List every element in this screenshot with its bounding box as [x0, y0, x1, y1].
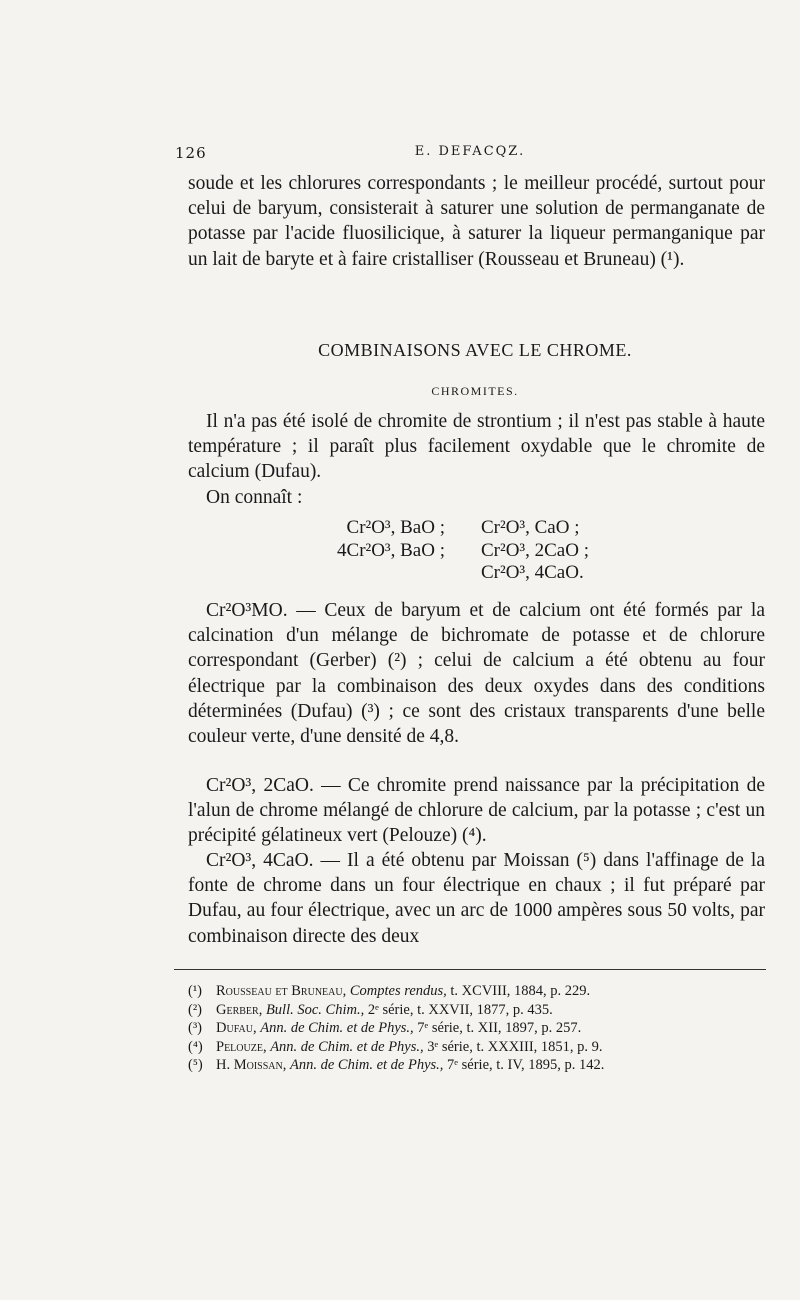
- footnote-ref: 2ᵉ série, t. XXVII, 1877, p. 435.: [364, 1001, 553, 1018]
- footnote: [188, 982, 765, 1001]
- section-title: COMBINAISONS AVEC LE CHROME.: [318, 340, 632, 360]
- footnote-author: Dufau,: [216, 1020, 257, 1036]
- formula-right: Cr²O³, 2CaO ;: [481, 539, 589, 561]
- running-head-author: E. DEFACQZ.: [414, 144, 526, 159]
- paragraph-text: — Il a été obtenu par Moissan (⁵) dans l'affinage de la fonte de chrome dans un four électrique en chaux ; il fut préparé par Dufau, au four électrique, avec un arc de 1000 ampères sous 50 volts, par combinaison directe des deux: [188, 850, 765, 947]
- running-header: [175, 144, 765, 166]
- paragraph-intro: [188, 171, 765, 272]
- paragraph-on-connait: On connaît :: [206, 486, 303, 508]
- footnote-mark: (³): [188, 1020, 203, 1036]
- formula-row: [188, 562, 765, 585]
- paragraph-2cao: [188, 773, 765, 849]
- footnote-journal: Comptes rendus,: [349, 983, 447, 999]
- footnote-author: Pelouze,: [216, 1038, 267, 1055]
- footnote-ref: 7ᵉ série, t. XII, 1897, p. 257.: [413, 1020, 582, 1036]
- formula-right: Cr²O³, CaO ;: [481, 517, 580, 538]
- footnote-mark: (¹): [188, 983, 203, 999]
- footnote-ref: t. XCVIII, 1884, p. 229.: [446, 983, 591, 999]
- footnote-mark: (²): [188, 1001, 203, 1018]
- footnote-journal: Ann. de Chim. et de Phys.,: [289, 1057, 444, 1073]
- footnote-journal: Bull. Soc. Chim.,: [265, 1001, 365, 1018]
- footnote-journal: Ann. de Chim. et de Phys.,: [270, 1038, 424, 1055]
- footnote-author: Gerber,: [216, 1001, 263, 1018]
- formula-row: [188, 517, 765, 540]
- paragraph-4cao: [188, 848, 765, 949]
- footnote: [188, 1038, 765, 1057]
- footnote-divider: [174, 969, 766, 970]
- footnote-ref: 3ᵉ série, t. XXXIII, 1851, p. 9.: [423, 1038, 603, 1055]
- footnote-mark: (⁵): [188, 1057, 203, 1073]
- paragraph-cr2o3mo: [188, 598, 765, 749]
- footnote: [188, 1019, 765, 1038]
- paragraph-strontium: [188, 409, 765, 510]
- footnote-author: H. Moissan,: [216, 1057, 287, 1073]
- paragraph-text: — Ce chromite prend naissance par la précipitation de l'alun de chrome mélangé de chlorure de calcium, par la potasse ; c'est un précipité gélatineux vert (Pelouze) (⁴).: [188, 775, 765, 847]
- footnote-journal: Ann. de Chim. et de Phys.,: [260, 1020, 414, 1036]
- page-number: 126: [175, 144, 207, 162]
- formula-list: [188, 517, 765, 585]
- paragraph-lead-formula: Cr²O³MO.: [206, 600, 288, 621]
- footnotes: [188, 982, 765, 1075]
- paragraph-lead-formula: Cr²O³, 2CaO.: [206, 775, 314, 796]
- footnote: [188, 1056, 765, 1075]
- formula-left: 4Cr²O³, BaO ;: [337, 539, 445, 561]
- formula-right: Cr²O³, 4CaO.: [481, 562, 584, 583]
- subsection-title: CHROMITES.: [431, 384, 519, 398]
- footnote-mark: (⁴): [188, 1038, 203, 1055]
- formula-left: Cr²O³, BaO ;: [346, 517, 445, 538]
- footnote-author: Rousseau et Bruneau,: [216, 983, 347, 999]
- footnote: [188, 1001, 765, 1020]
- paragraph-text: Il n'a pas été isolé de chromite de strontium ; il n'est pas stable à haute température ; il paraît plus facilement oxydable que le chromite de calcium (Dufau).: [188, 411, 765, 483]
- formula-row: [188, 540, 765, 563]
- paragraph-lead-formula: Cr²O³, 4CaO.: [206, 850, 314, 871]
- paragraph-text: soude et les chlorures correspondants ; le meilleur procédé, surtout pour celui de baryum, consisterait à saturer une solution de permanganate de potasse par l'acide fluosilicique, à saturer la liqueur permanganique par un lait de baryte et à faire cristalliser (Rousseau et Bruneau) (¹).: [188, 173, 765, 270]
- paragraph-text: — Ceux de baryum et de calcium ont été formés par la calcination d'un mélange de bichromate de potasse et de chlorure correspondant (Gerber) (²) ; celui de calcium a été obtenu au four électrique par la combinaison des deux oxydes dans des conditions déterminées (Dufau) (³) ; ce sont des cristaux transparents d'une belle couleur verte, d'une densité de 4,8.: [188, 600, 765, 748]
- footnote-ref: 7ᵉ série, t. IV, 1895, p. 142.: [443, 1057, 605, 1073]
